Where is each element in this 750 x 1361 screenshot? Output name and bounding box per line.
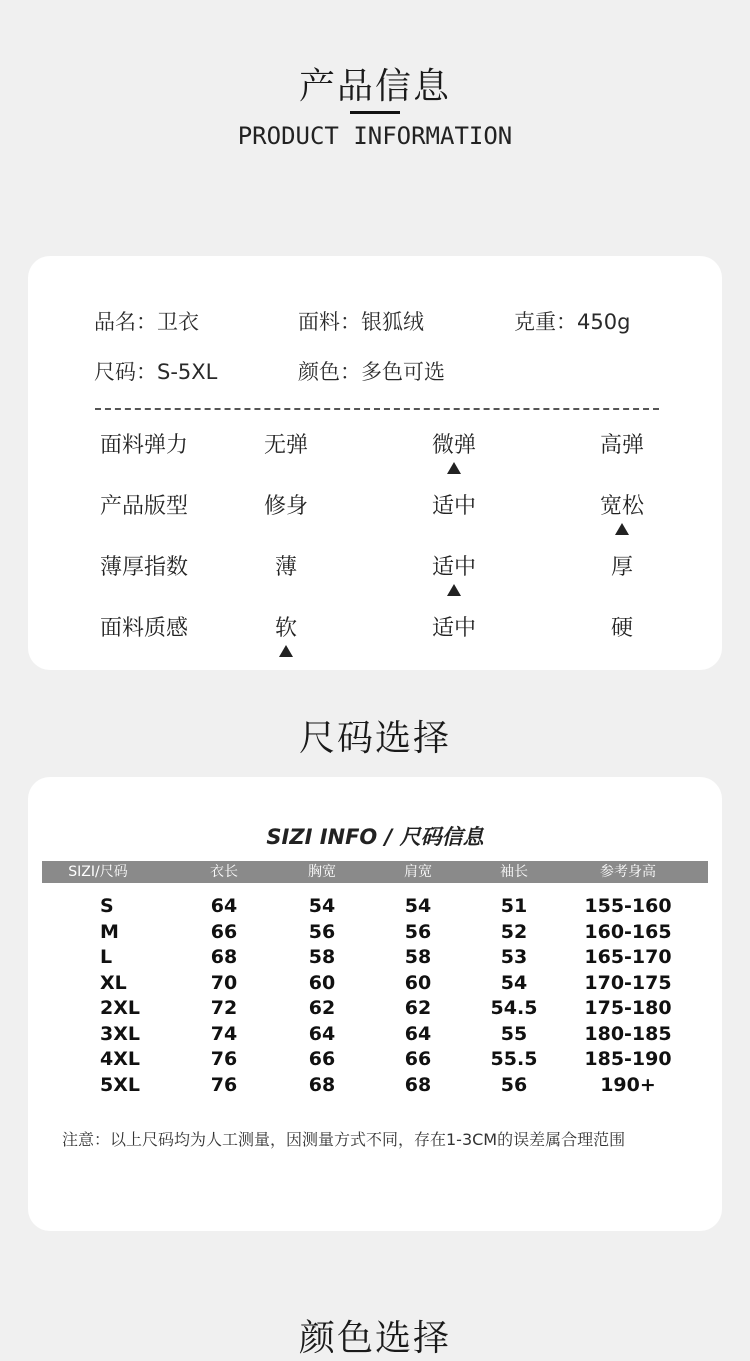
size-table-cell: 76 bbox=[210, 1048, 238, 1070]
size-table-cell: 54.5 bbox=[490, 997, 538, 1019]
size-table-cell: 62 bbox=[308, 997, 336, 1019]
size-table-cell: 68 bbox=[210, 946, 238, 968]
size-table-cell: 70 bbox=[210, 971, 238, 994]
size-table-cell: 64 bbox=[404, 1022, 432, 1045]
size-table-cell: 170-175 bbox=[584, 971, 672, 994]
attribute-option: 适中 bbox=[431, 494, 476, 519]
size-table-cell: 51 bbox=[500, 895, 528, 917]
size-table-cell: XL bbox=[100, 971, 127, 994]
color-section-title: 颜色选择 bbox=[298, 1318, 451, 1359]
size-table-cell: 74 bbox=[210, 1022, 238, 1045]
size-column-header: 胸宽 bbox=[308, 864, 336, 880]
attribute-option: 软 bbox=[274, 616, 297, 641]
size-table-cell: 66 bbox=[404, 1048, 432, 1070]
product-info-card bbox=[28, 256, 722, 670]
size-column-header: SIZI/尺码 bbox=[68, 864, 128, 880]
attribute-option: 高弹 bbox=[599, 433, 644, 458]
size-table-title: SIZI INFO / 尺码信息 bbox=[266, 825, 484, 849]
size-table-cell: 2XL bbox=[100, 997, 140, 1019]
attribute-option: 无弹 bbox=[263, 433, 308, 458]
size-table-cell: 5XL bbox=[100, 1073, 140, 1096]
size-table-cell: 54 bbox=[308, 895, 336, 917]
size-table-cell: 72 bbox=[210, 997, 238, 1019]
size-table-cell: 160-165 bbox=[584, 920, 672, 943]
size-table-cell: 64 bbox=[308, 1022, 336, 1045]
size-column-header: 袖长 bbox=[500, 864, 528, 880]
size-info-card bbox=[28, 777, 722, 1231]
size-table-cell: 165-170 bbox=[584, 946, 672, 968]
size-table-cell: 175-180 bbox=[584, 997, 672, 1019]
size-table-cell: 54 bbox=[404, 895, 432, 917]
size-table-cell: 60 bbox=[308, 971, 336, 994]
attribute-option: 宽松 bbox=[599, 494, 644, 519]
measurement-note: 注意：以上尺码均为人工测量，因测量方式不同，存在1-3CM的误差属合理范围 bbox=[62, 1130, 626, 1149]
size-table-cell: 60 bbox=[404, 971, 432, 994]
product-name: 品名：卫衣 bbox=[94, 310, 199, 334]
size-table-cell: L bbox=[100, 946, 113, 968]
attribute-option: 修身 bbox=[263, 494, 308, 519]
size-table-cell: 3XL bbox=[100, 1022, 140, 1045]
size-table-cell: 68 bbox=[404, 1073, 432, 1096]
dashed-divider bbox=[95, 408, 659, 410]
title-underline bbox=[350, 111, 400, 114]
size-table-cell: 54 bbox=[500, 971, 528, 994]
size-table-cell: S bbox=[100, 895, 114, 917]
attribute-option: 硬 bbox=[610, 616, 633, 641]
size-table-cell: 52 bbox=[500, 920, 528, 943]
size-section-title: 尺码选择 bbox=[298, 718, 451, 759]
product-color: 颜色：多色可选 bbox=[298, 360, 445, 384]
size-table-cell: 66 bbox=[210, 920, 238, 943]
selected-marker-icon bbox=[447, 462, 461, 474]
size-table-cell: 180-185 bbox=[584, 1022, 672, 1045]
size-table-cell: 53 bbox=[500, 946, 528, 968]
product-weight: 克重：450g bbox=[514, 310, 631, 334]
size-column-header: 衣长 bbox=[210, 864, 238, 880]
size-column-header: 肩宽 bbox=[404, 864, 432, 880]
size-table-cell: 58 bbox=[404, 946, 432, 968]
size-table-cell: 155-160 bbox=[584, 895, 672, 917]
attribute-label: 面料弹力 bbox=[100, 433, 189, 458]
size-table-cell: 55 bbox=[500, 1022, 528, 1045]
size-table-cell: 56 bbox=[404, 920, 432, 943]
attribute-option: 薄 bbox=[274, 555, 297, 580]
attribute-label: 薄厚指数 bbox=[100, 555, 189, 580]
selected-marker-icon bbox=[615, 523, 629, 535]
page-title-en: PRODUCT INFORMATION bbox=[237, 122, 513, 150]
size-table-cell: 185-190 bbox=[584, 1048, 672, 1070]
size-table-cell: 56 bbox=[308, 920, 336, 943]
product-size: 尺码：S-5XL bbox=[94, 360, 218, 384]
size-table-cell: 64 bbox=[210, 895, 238, 917]
selected-marker-icon bbox=[447, 584, 461, 596]
size-table-cell: 76 bbox=[210, 1073, 238, 1096]
size-table-cell: 56 bbox=[500, 1073, 528, 1096]
selected-marker-icon bbox=[279, 645, 293, 657]
attribute-option: 微弹 bbox=[431, 433, 476, 458]
attribute-option: 适中 bbox=[431, 555, 476, 580]
size-table-cell: 68 bbox=[308, 1073, 336, 1096]
size-table-cell: 62 bbox=[404, 997, 432, 1019]
size-table-cell: M bbox=[100, 920, 119, 943]
attribute-option: 适中 bbox=[431, 616, 476, 641]
product-fabric: 面料：银狐绒 bbox=[298, 310, 424, 334]
size-table-cell: 190+ bbox=[600, 1073, 656, 1096]
attribute-option: 厚 bbox=[610, 555, 633, 580]
attribute-label: 产品版型 bbox=[100, 494, 189, 519]
attribute-label: 面料质感 bbox=[100, 616, 189, 641]
size-table-cell: 4XL bbox=[100, 1048, 140, 1070]
size-table-header bbox=[42, 861, 708, 883]
size-column-header: 参考身高 bbox=[600, 864, 656, 880]
page-title-cn: 产品信息 bbox=[298, 66, 451, 107]
size-table-cell: 58 bbox=[308, 946, 336, 968]
size-table-cell: 55.5 bbox=[490, 1048, 538, 1070]
size-table-cell: 66 bbox=[308, 1048, 336, 1070]
